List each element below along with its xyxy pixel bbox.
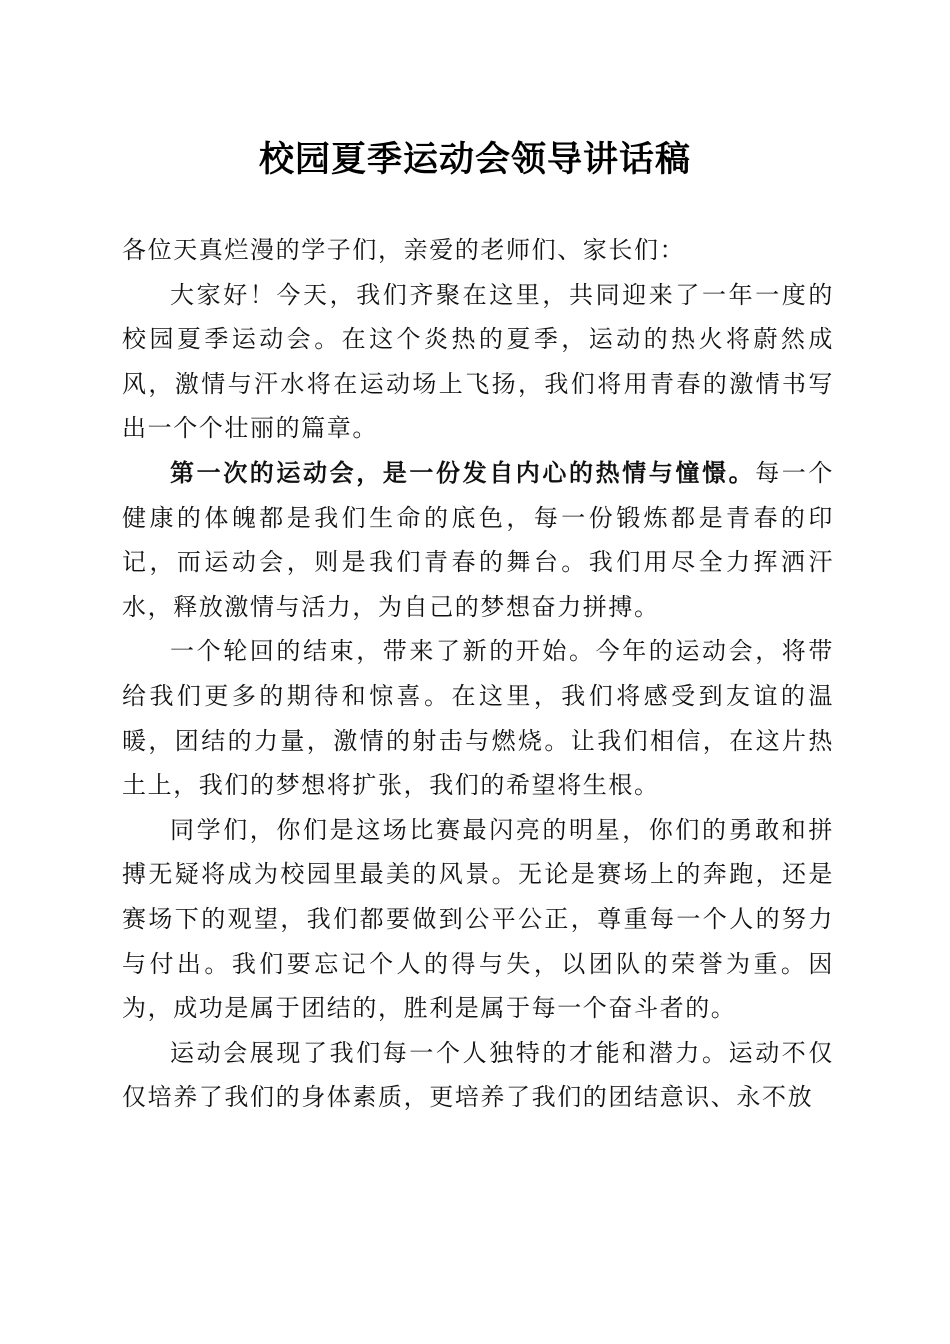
paragraph-4: 同学们，你们是这场比赛最闪亮的明星，你们的勇敢和拼搏无疑将成为校园里最美的风景。无论是赛场上的奔跑，还是赛场下的观望，我们都要做到公平公正，尊重每一个人的努力与付出。我们要忘记个人的得与失，以团队的荣誉为重。因为，成功是属于团结的，胜利是属于每一个奋斗者的。: [122, 815, 834, 1023]
paragraph-5: 运动会展现了我们每一个人独特的才能和潜力。运动不仅仅培养了我们的身体素质，更培养了我们的团结意识、永不放: [122, 1038, 834, 1112]
document-title: 校园夏季运动会领导讲话稿: [258, 139, 691, 180]
document-body: [122, 228, 834, 1120]
paragraph-1: 大家好！今天，我们齐聚在这里，共同迎来了一年一度的校园夏季运动会。在这个炎热的夏季，运动的热火将蔚然成风，激情与汗水将在运动场上飞扬，我们将用青春的激情书写出一个个壮丽的篇章。: [122, 280, 834, 443]
paragraph-3: 一个轮回的结束，带来了新的开始。今年的运动会，将带给我们更多的期待和惊喜。在这里，我们将感受到友谊的温暖，团结的力量，激情的射击与燃烧。让我们相信，在这片热土上，我们的梦想将扩张，我们的希望将生根。: [122, 637, 834, 800]
salutation: 各位天真烂漫的学子们，亲爱的老师们、家长们：: [122, 236, 686, 264]
paragraph-2-lead: 第一次的运动会，是一份发自内心的热情与憧憬。: [170, 457, 756, 487]
paragraph-2-rest: 每一个健康的体魄都是我们生命的底色，每一份锻炼都是青春的印记，而运动会，则是我们青春的舞台。我们用尽全力挥洒汗水，释放激情与活力，为自己的梦想奋力拼搏。: [122, 458, 834, 621]
paragraph-2: [122, 451, 834, 629]
